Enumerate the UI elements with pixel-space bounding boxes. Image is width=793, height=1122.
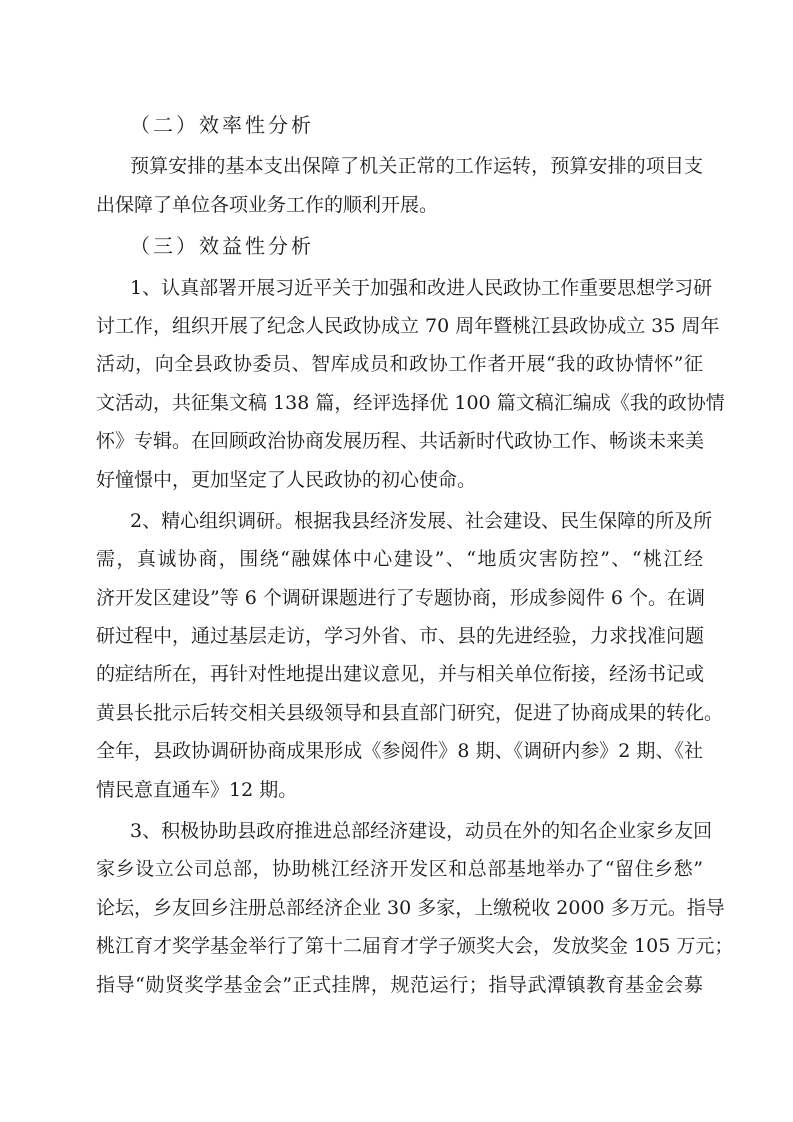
text-line: 情民意直通车》12 期。 — [96, 778, 298, 801]
text-line: 研过程中，通过基层走访，学习外省、市、县的先进经验，力求找准问题 — [96, 625, 705, 648]
text-line: （二）效率性分析 — [130, 113, 314, 137]
text-line: 预算安排的基本支出保障了机关正常的工作运转，预算安排的项目支 — [130, 155, 703, 178]
text-line: 活动，向全县政协委员、智库成员和政协工作者开展“我的政协情怀”征 — [96, 353, 703, 376]
paragraph — [96, 147, 703, 224]
text-line: 桃江育才奖学基金举行了第十二届育才学子颁奖大会，发放奖金 105 万元； — [96, 935, 734, 958]
section-heading — [96, 106, 703, 144]
document-page — [96, 103, 734, 1004]
text-line: 3、积极协助县政府推进总部经济建设，动员在外的知名企业家乡友回 — [130, 820, 713, 843]
text-line: 指导“勋贤奖学基金会”正式挂牌，规范运行；指导武潭镇教育基金会募 — [96, 973, 703, 996]
text-line: 黄县长批示后转交相关县级领导和县直部门研究，促进了协商成果的转化。 — [96, 701, 724, 724]
paragraph — [96, 269, 725, 499]
text-line: 需，真诚协商，围绕“融媒体中心建设”、“地质灾害防控”、“桃江经 — [96, 548, 703, 571]
text-line: 济开发区建设”等 6 个调研课题进行了专题协商，形成参阅件 6 个。在调 — [96, 586, 706, 609]
section-heading — [96, 227, 703, 265]
text-line: 文活动，共征集文稿 138 篇，经评选择优 100 篇文稿汇编成《我的政协情 — [96, 391, 725, 414]
text-line: 论坛，乡友回乡注册总部经济企业 30 多家，上缴税收 2000 多万元。指导 — [96, 896, 725, 919]
text-line: （三）效益性分析 — [130, 234, 314, 259]
paragraph — [96, 502, 724, 809]
text-line: 1、认真部署开展习近平关于加强和改进人民政协工作重要思想学习研 — [130, 276, 713, 299]
text-line: 出保障了单位各项业务工作的顺利开展。 — [96, 193, 439, 216]
text-line: 全年，县政协调研协商成果形成《参阅件》8 期、《调研内参》2 期、《社 — [96, 740, 703, 763]
text-line: 家乡设立公司总部，协助桃江经济开发区和总部基地举办了“留住乡愁” — [96, 858, 703, 881]
text-line: 好憧憬中，更加坚定了人民政协的初心使命。 — [96, 468, 477, 491]
text-line: 讨工作，组织开展了纪念人民政协成立 70 周年暨桃江县政协成立 35 周年 — [96, 314, 720, 337]
text-line: 2、精心组织调研。根据我县经济发展、社会建设、民生保障的所及所 — [130, 509, 713, 532]
paragraph — [96, 812, 734, 1004]
text-line: 怀》专辑。在回顾政治协商发展历程、共话新时代政协工作、畅谈未来美 — [96, 430, 705, 453]
text-line: 的症结所在，再针对性地提出建议意见，并与相关单位衔接，经汤书记或 — [96, 663, 705, 686]
